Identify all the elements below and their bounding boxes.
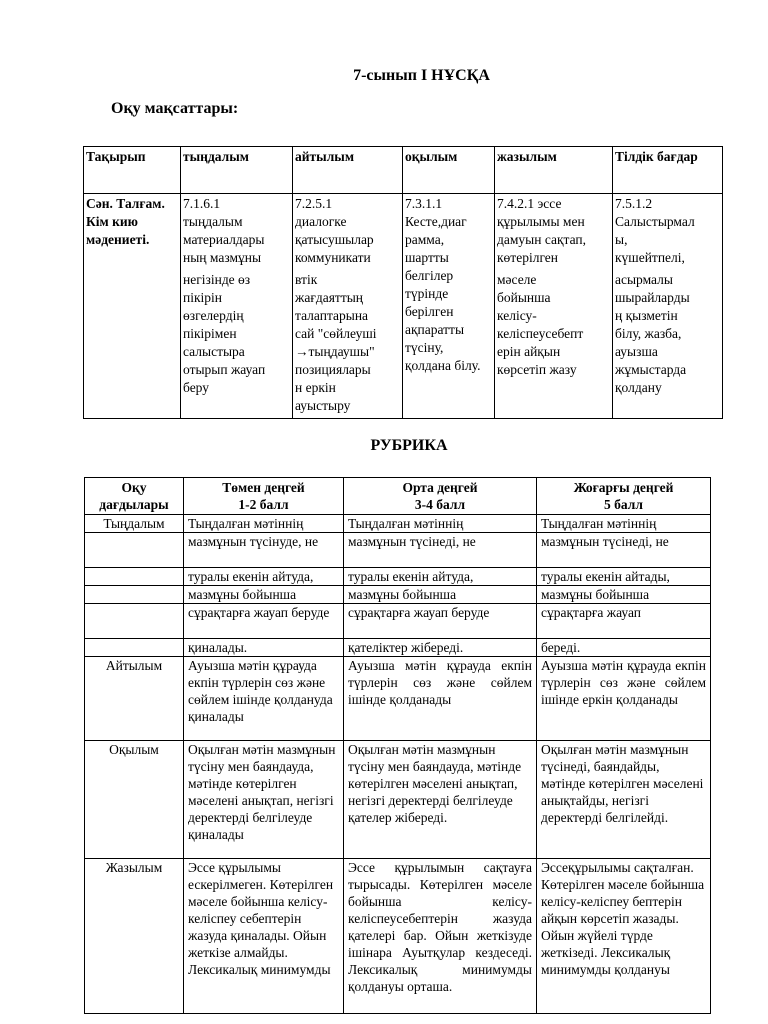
empty-cell <box>85 586 184 604</box>
writing-line: 7.4.2.1 эссе <box>497 196 562 211</box>
language-line: қолдану <box>615 380 662 395</box>
topic-line: Сән. Талғам. <box>86 196 165 211</box>
language-line: 7.5.1.2 <box>615 196 653 211</box>
language-line: ң қызметін <box>615 308 678 323</box>
rubric-cell: туралы екенін айтуда, <box>184 568 344 586</box>
skill-speaking: Айтылым <box>85 657 184 741</box>
table-row <box>85 533 711 568</box>
topic-line: мәдениеті. <box>86 232 150 247</box>
header-mid-level <box>344 478 537 515</box>
reading-line: ақпаратты <box>405 322 465 337</box>
listening-line: ның мазмұны <box>183 250 262 265</box>
rubric-cell: сұрақтарға жауап <box>537 604 711 639</box>
listening-line: пікірін <box>183 290 223 305</box>
listening-line: материалдары <box>183 232 265 247</box>
rubric-cell: мазмұнын түсінуде, не <box>184 533 344 568</box>
speaking-objective-cell <box>293 194 403 419</box>
writing-line: мәселе <box>497 272 537 287</box>
listening-objective-cell <box>181 194 293 419</box>
header-speaking: айтылым <box>293 147 403 194</box>
writing-line: дамуын сақтап, <box>497 232 587 247</box>
language-line: Салыстырмал <box>615 214 695 229</box>
rubric-cell: қателіктер жібереді. <box>344 639 537 657</box>
reading-line: берілген <box>405 304 454 319</box>
listening-line: тыңдалым <box>183 214 243 229</box>
reading-line: түсіну, <box>405 340 444 355</box>
header-low-line: 1-2 балл <box>238 497 289 512</box>
table-row <box>85 586 711 604</box>
speaking-line: 7.2.5.1 <box>295 196 333 211</box>
empty-cell <box>85 568 184 586</box>
language-line: ауызша <box>615 344 658 359</box>
rubric-cell: Эссе құрылымы ескерілмеген. Көтерілген мәселе бойынша келісу-келіспеу себептерін жазуда қиналады. Ойын жеткізе алмайды. Лексикалық минимумды <box>184 859 344 1014</box>
writing-line: көрсетіп жазу <box>497 362 577 377</box>
listening-line: 7.1.6.1 <box>183 196 221 211</box>
objectives-row <box>84 194 723 419</box>
language-line: жұмыстарда <box>615 362 687 377</box>
reading-line: 7.3.1.1 <box>405 196 443 211</box>
listening-line: пікірімен <box>183 326 237 341</box>
skill-reading: Оқылым <box>85 741 184 859</box>
reading-line: түрінде <box>405 286 449 301</box>
speaking-line: ауыстыру <box>295 398 351 413</box>
header-skills-line: дағдылары <box>99 497 169 512</box>
rubric-cell: мазмұны бойынша <box>344 586 537 604</box>
language-objective-cell <box>613 194 723 419</box>
rubric-header-row <box>85 478 711 515</box>
rubric-cell: мазмұнын түсінеді, не <box>537 533 711 568</box>
table-row <box>85 741 711 859</box>
speaking-line: жағдаяттың <box>295 290 364 305</box>
language-line: күшейтпелі, <box>615 250 685 265</box>
writing-line: құрылымы мен <box>497 214 585 229</box>
header-mid-line: 3-4 балл <box>414 497 466 512</box>
header-low-line: Төмен деңгей <box>222 480 305 495</box>
writing-line: бойынша <box>497 290 551 305</box>
header-topic: Тақырып <box>84 147 181 194</box>
speaking-line: позициялары <box>295 362 371 377</box>
listening-line: беру <box>183 380 210 395</box>
skill-writing: Жазылым <box>85 859 184 1014</box>
header-reading: оқылым <box>403 147 495 194</box>
reading-line: рамма, <box>405 232 445 247</box>
writing-line: ерін айқын <box>497 344 561 359</box>
rubric-cell: сұрақтарға жауап беруде <box>344 604 537 639</box>
topic-cell <box>84 194 181 419</box>
empty-cell <box>85 639 184 657</box>
language-line: асырмалы <box>615 272 673 287</box>
skill-listening: Тыңдалым <box>85 515 184 533</box>
listening-line: отырып жауап <box>183 362 266 377</box>
empty-cell <box>85 533 184 568</box>
rubric-cell: Оқылған мәтін мазмұнын түсіну мен баяндауда, мәтінде көтерілген мәселені анықтап, негізгі деректерді белгілеуде қиналады <box>184 741 344 859</box>
reading-line: қолдана білу. <box>405 358 481 373</box>
speaking-line: н еркін <box>295 380 336 395</box>
rubric-cell: туралы екенін айтады, <box>537 568 711 586</box>
header-language: Тілдік бағдар <box>613 147 723 194</box>
objectives-table <box>83 146 723 419</box>
header-skills-line: Оқу <box>121 480 147 495</box>
rubric-cell: Тыңдалған мәтіннің <box>537 515 711 533</box>
speaking-line: талаптарына <box>295 308 369 323</box>
rubric-cell: Ауызша мәтін құрауда екпін түрлерін сөз және сөйлем ішінде қолдануда қиналады <box>184 657 344 741</box>
speaking-line: →тыңдаушы" <box>295 344 375 359</box>
table-row <box>85 604 711 639</box>
writing-objective-cell <box>495 194 613 419</box>
rubric-cell: қиналады. <box>184 639 344 657</box>
reading-line: шартты <box>405 250 449 265</box>
writing-line: келісу- <box>497 308 537 323</box>
reading-objective-cell <box>403 194 495 419</box>
table-row <box>85 859 711 1014</box>
reading-line: белгілер <box>405 268 454 283</box>
topic-line: Кім кию <box>86 214 138 229</box>
rubric-cell: Ауызша мәтін құрауда екпін түрлерін сөз және сөйлем ішінде еркін қолданады <box>537 657 711 741</box>
learning-objectives-heading: Оқу мақсаттары: <box>111 100 239 117</box>
page-title: 7-сынып І НҰСҚА <box>353 67 490 84</box>
rubric-cell: Эссеқұрылымы сақталған. Көтерілген мәселе бойынша келісу-келіспеу бептерін айқын көрсетіп жазады. Ойын жүйелі түрде жеткізеді. Лексикалық минимумды қолдануы <box>537 859 711 1014</box>
rubric-cell: Ауызша мәтін құрауда екпін түрлерін сөз және сөйлем ішінде қолданады <box>344 657 537 741</box>
rubric-cell: мазмұны бойынша <box>537 586 711 604</box>
rubric-cell: береді. <box>537 639 711 657</box>
rubric-cell: туралы екенін айтуда, <box>344 568 537 586</box>
rubric-cell: мазмұны бойынша <box>184 586 344 604</box>
header-high-level <box>537 478 711 515</box>
header-skills <box>85 478 184 515</box>
language-line: шырайларды <box>615 290 690 305</box>
listening-line: салыстыра <box>183 344 245 359</box>
speaking-line: диалогке <box>295 214 347 229</box>
rubric-heading: РУБРИКА <box>370 437 448 454</box>
header-listening: тыңдалым <box>181 147 293 194</box>
table-row <box>85 657 711 741</box>
rubric-cell: Тыңдалған мәтіннің <box>184 515 344 533</box>
table-row <box>85 568 711 586</box>
empty-cell <box>85 604 184 639</box>
rubric-cell: мазмұнын түсінеді, не <box>344 533 537 568</box>
rubric-cell: Оқылған мәтін мазмұнын түсіну мен баяндауда, мәтінде көтерілген мәселені анықтап, негізгі деректерді белгілеуде қателер жібереді. <box>344 741 537 859</box>
speaking-line: қатысушылар <box>295 232 374 247</box>
rubric-cell: Тыңдалған мәтіннің <box>344 515 537 533</box>
header-high-line: 5 балл <box>604 497 643 512</box>
listening-line: негізінде өз <box>183 272 251 287</box>
language-line: ы, <box>615 232 628 247</box>
speaking-line: втік <box>295 272 318 287</box>
listening-line: өзгелердің <box>183 308 244 323</box>
rubric-cell: Эссе құрылымын сақтауға тырысады. Көтерілген мәселе бойынша келісу-келіспеусебептерін жазуда қателері бар. Ойын жеткізуде ішінара Ауытқулар кездеседі. Лексикалық минимумды қолдануы орташа. <box>344 859 537 1014</box>
rubric-cell: Оқылған мәтін мазмұнын түсінеді, баяндайды, мәтінде көтерілген мәселені анықтайды, негізгі деректерді белгілейді. <box>537 741 711 859</box>
reading-line: Кесте,диаг <box>405 214 467 229</box>
speaking-line: сай "сөйлеуші <box>295 326 377 341</box>
writing-line: көтерілген <box>497 250 559 265</box>
rubric-cell: сұрақтарға жауап беруде <box>184 604 344 639</box>
objectives-header-row <box>84 147 723 194</box>
header-writing: жазылым <box>495 147 613 194</box>
header-mid-line: Орта деңгей <box>402 480 478 495</box>
writing-line: келіспеусебепт <box>497 326 584 341</box>
header-low-level <box>184 478 344 515</box>
header-high-line: Жоғарғы деңгей <box>573 480 674 495</box>
speaking-line: коммуникати <box>295 250 371 265</box>
table-row <box>85 515 711 533</box>
language-line: білу, жазба, <box>615 326 682 341</box>
table-row <box>85 639 711 657</box>
rubric-table <box>84 477 711 1014</box>
